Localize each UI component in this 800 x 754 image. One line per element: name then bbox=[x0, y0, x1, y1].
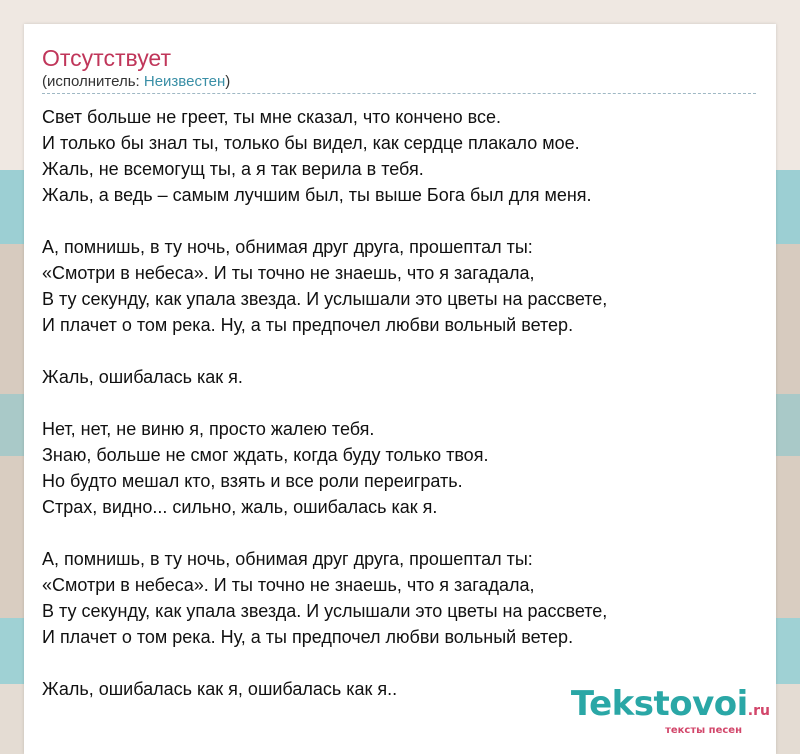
lyrics-line: Знаю, больше не смог ждать, когда буду только твоя. bbox=[42, 445, 489, 465]
lyrics-line: Нет, нет, не виню я, просто жалею тебя. bbox=[42, 419, 375, 439]
lyrics-line: Страх, видно... сильно, жаль, ошибалась как я. bbox=[42, 497, 438, 517]
site-logo[interactable] bbox=[571, 686, 770, 736]
header-divider bbox=[42, 93, 756, 94]
song-title: Отсутствует bbox=[42, 45, 171, 71]
artist-link[interactable]: Неизвестен bbox=[143, 73, 226, 90]
logo-tagline: тексты песен bbox=[665, 725, 742, 736]
lyrics-blank-line bbox=[42, 520, 607, 546]
lyrics-line: И плачет о том река. Ну, а ты предпочел любви вольный ветер. bbox=[42, 627, 574, 647]
lyrics-line: Жаль, а ведь – самым лучшим был, ты выше Бога был для меня. bbox=[42, 185, 592, 205]
artist-line bbox=[42, 73, 230, 91]
logo-main-text: Tekstovoi bbox=[570, 684, 748, 724]
lyrics-line: Жаль, не всемогущ ты, а я так верила в тебя. bbox=[42, 159, 424, 179]
lyrics-blank-line bbox=[42, 208, 607, 234]
lyrics-line: Жаль, ошибалась как я, ошибалась как я.. bbox=[42, 679, 398, 699]
lyrics-blank-line bbox=[42, 650, 607, 676]
lyrics-line: А, помнишь, в ту ночь, обнимая друг друга, прошептал ты: bbox=[42, 549, 533, 569]
lyrics-blank-line bbox=[42, 390, 607, 416]
logo-wordmark bbox=[571, 686, 770, 729]
lyrics-line: «Смотри в небеса». И ты точно не знаешь, что я загадала, bbox=[42, 575, 535, 595]
logo-tld: .ru bbox=[747, 703, 770, 719]
lyrics-line: А, помнишь, в ту ночь, обнимая друг друга, прошептал ты: bbox=[42, 237, 533, 257]
lyrics-line: Свет больше не греет, ты мне сказал, что кончено все. bbox=[42, 107, 502, 127]
artist-prefix: (исполнитель: bbox=[42, 73, 144, 90]
lyrics-line: И плачет о том река. Ну, а ты предпочел любви вольный ветер. bbox=[42, 315, 574, 335]
lyrics-line: В ту секунду, как упала звезда. И услышали это цветы на рассвете, bbox=[42, 601, 608, 621]
lyrics-card bbox=[24, 24, 776, 754]
lyrics-text bbox=[42, 104, 607, 702]
lyrics-line: Жаль, ошибалась как я. bbox=[42, 367, 243, 387]
lyrics-line: «Смотри в небеса». И ты точно не знаешь, что я загадала, bbox=[42, 263, 535, 283]
lyrics-line: И только бы знал ты, только бы видел, как сердце плакало мое. bbox=[42, 133, 580, 153]
lyrics-line: Но будто мешал кто, взять и все роли переиграть. bbox=[42, 471, 463, 491]
lyrics-line: В ту секунду, как упала звезда. И услышали это цветы на рассвете, bbox=[42, 289, 608, 309]
artist-suffix: ) bbox=[225, 73, 231, 90]
lyrics-blank-line bbox=[42, 338, 607, 364]
